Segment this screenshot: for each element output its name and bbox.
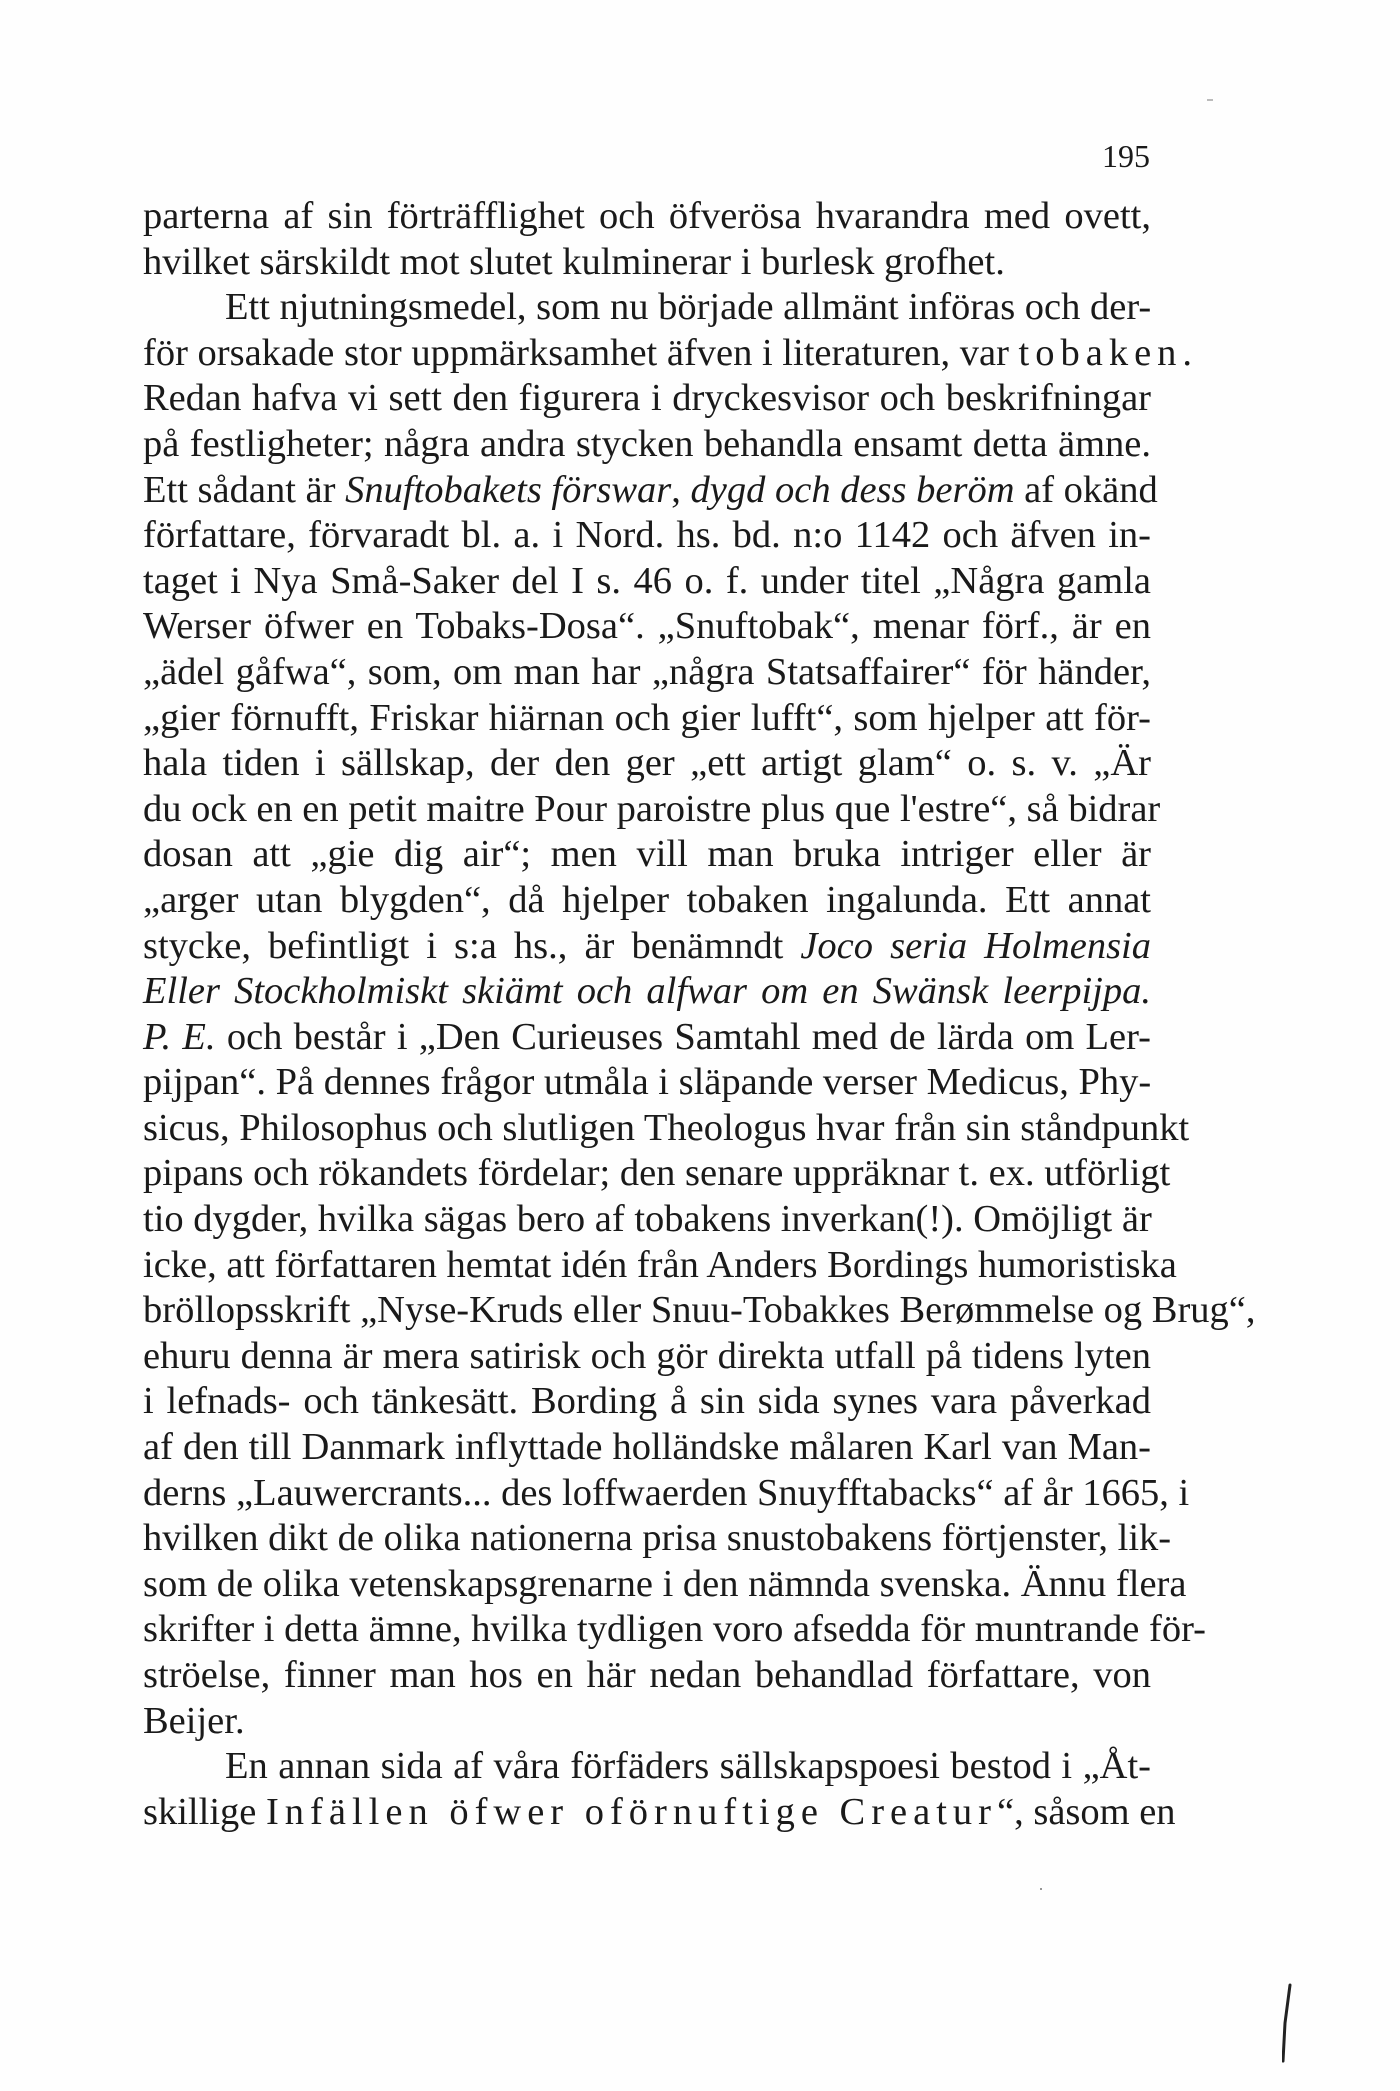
text-run: hvilket särskildt mot slutet kulminerar i burlesk grofhet.	[143, 240, 1005, 283]
text-line	[143, 832, 1151, 878]
text-run: “, såsom en	[997, 1790, 1176, 1833]
text-run: som de olika vetenskapsgrenarne i den nämnda svenska. Ännu flera	[143, 1562, 1187, 1605]
text-run: Werser öfwer en Tobaks-Dosa“. „Snuftobak“, menar förf., är en	[143, 605, 1151, 648]
text-line	[143, 1562, 1187, 1608]
text-run: derns „Lauwercrants... des loffwaerden Snuyfftabacks“ af år 1665, i	[143, 1471, 1190, 1514]
text-run: parterna af sin förträfflighet och öfverösa hvarandra med ovett,	[143, 195, 1151, 237]
text-run: En annan sida af våra förfäders sällskapspoesi bestod i „Åt-	[225, 1745, 1151, 1788]
text-line	[143, 1106, 1190, 1152]
text-line	[143, 376, 1151, 422]
text-run: Ett sådant är	[143, 468, 346, 511]
text-line	[143, 878, 1151, 924]
text-run: Ett njutningsmedel, som nu började allmänt införas och der-	[225, 286, 1152, 329]
text-run: „gier förnufft, Friskar hiärnan och gier lufft“, som hjelper att för-	[143, 696, 1151, 739]
text-run: tio dygder, hvilka sägas bero af tobakens inverkan(!). Omöjligt är	[143, 1198, 1152, 1241]
text-line	[143, 422, 1151, 468]
text-line	[143, 1243, 1177, 1289]
text-line	[143, 1607, 1206, 1653]
text-line	[143, 1334, 1151, 1380]
text-run: du ock en en petit maitre Pour paroistre plus que l'estre“, så bidrar	[143, 787, 1161, 830]
text-run: taget i Nya Små-Saker del I s. 46 o. f. under titel „Några gamla	[143, 559, 1151, 602]
text-run: „ädel gåfwa“, som, om man har „några Statsaffairer“ för händer,	[143, 650, 1151, 693]
text-run: på festligheter; några andra stycken behandla ensamt detta ämne.	[143, 422, 1151, 465]
text-line	[143, 1699, 1151, 1745]
text-run: „arger utan blygden“, då hjelper tobaken ingalunda. Ett annat	[143, 878, 1151, 921]
text-line	[143, 696, 1151, 742]
text-run: pijpan“. På dennes frågor utmåla i släpande verser Medicus, Phy-	[143, 1061, 1152, 1104]
text-run: Redan hafva vi sett den figurera i dryckesvisor och beskrifningar	[143, 377, 1151, 420]
text-run: sicus, Philosophus och slutligen Theologus hvar från sin ståndpunkt	[143, 1106, 1190, 1149]
text-line	[143, 787, 1161, 833]
text-run: ströelse, finner man hos en här nedan behandlad författare, von	[143, 1654, 1151, 1696]
text-run: af den till Danmark inflyttade holländske målaren Karl van Man-	[143, 1426, 1151, 1469]
italic-title: dygd och dess beröm	[690, 468, 1015, 511]
text-line	[143, 1516, 1172, 1562]
text-run: skrifter i detta ämne, hvilka tydligen voro afsedda för muntrande för-	[143, 1608, 1206, 1651]
italic-title: P. E.	[143, 1015, 216, 1058]
scan-speck	[1207, 99, 1213, 101]
text-line	[143, 1151, 1171, 1197]
text-line	[143, 1060, 1151, 1106]
text-line	[143, 1653, 1151, 1699]
text-run: för orsakade stor uppmärksamhet äfven i literaturen, var	[143, 331, 1019, 374]
text-line	[143, 240, 1151, 286]
text-run: dosan att „gie dig air“; men vill man bruka intriger eller är	[143, 833, 1151, 876]
spaced-emphasis: Infällen öfwer oförnuftige Creatur	[265, 1790, 997, 1833]
italic-title: Eller Stockholmiskt skiämt och alfwar om en Swänsk leerpijpa.	[143, 970, 1151, 1013]
text-run: författare, förvaradt bl. a. i Nord. hs. bd. n:o 1142 och äfven in-	[143, 514, 1151, 557]
text-run: i lefnads- och tänkesätt. Bording å sin sida synes vara påverkad	[143, 1380, 1151, 1423]
text-line	[143, 1425, 1151, 1471]
text-line	[143, 1197, 1151, 1243]
italic-title: Joco seria Holmensia	[800, 924, 1151, 967]
text-line	[143, 1015, 1151, 1061]
text-run: ,	[671, 468, 691, 511]
text-run: ehuru denna är mera satirisk och gör direkta utfall på tidens lyten	[143, 1334, 1151, 1377]
text-run: hala tiden i sällskap, der den ger „ett artigt glam“ o. s. v. „Är	[143, 742, 1151, 785]
text-run: Beijer.	[143, 1699, 245, 1742]
pen-mark	[1282, 1983, 1292, 2063]
text-run: bröllopsskrift „Nyse-Kruds eller Snuu-Tobakkes Berømmelse og Brug“,	[143, 1289, 1256, 1332]
text-line	[143, 650, 1151, 696]
text-run: pipans och rökandets fördelar; den senare uppräknar t. ex. utförligt	[143, 1152, 1171, 1195]
scan-speck	[1040, 1888, 1042, 1890]
text-run: och består i „Den Curieuses Samtahl med de lärda om Ler-	[215, 1015, 1151, 1058]
text-line	[143, 194, 1151, 240]
text-run: hvilken dikt de olika nationerna prisa snustobakens förtjenster, lik-	[143, 1517, 1172, 1560]
body-text	[143, 194, 1256, 1835]
text-line	[143, 513, 1151, 559]
text-line	[143, 468, 1158, 514]
text-run: icke, att författaren hemtat idén från Anders Bordings humoristiska	[143, 1243, 1177, 1286]
text-run: skillige	[143, 1790, 266, 1833]
text-line	[143, 1790, 1176, 1836]
text-line	[143, 559, 1151, 605]
text-line	[143, 741, 1151, 787]
text-line	[143, 285, 1151, 331]
text-line	[143, 924, 1151, 970]
text-run: af okänd	[1014, 468, 1158, 511]
page-number: 195	[1102, 138, 1150, 174]
text-line	[143, 604, 1151, 650]
text-line	[143, 1379, 1151, 1425]
text-line	[143, 1744, 1151, 1790]
spaced-emphasis: tobaken	[1018, 331, 1183, 374]
text-line	[143, 1471, 1190, 1517]
text-line	[143, 1288, 1256, 1334]
text-run: .	[1182, 331, 1193, 374]
text-run: stycke, befintligt i s:a hs., är benämndt	[143, 924, 801, 967]
italic-title: Snuftobakets förswar	[345, 468, 672, 511]
text-line	[143, 331, 1193, 377]
text-line	[143, 969, 1151, 1015]
